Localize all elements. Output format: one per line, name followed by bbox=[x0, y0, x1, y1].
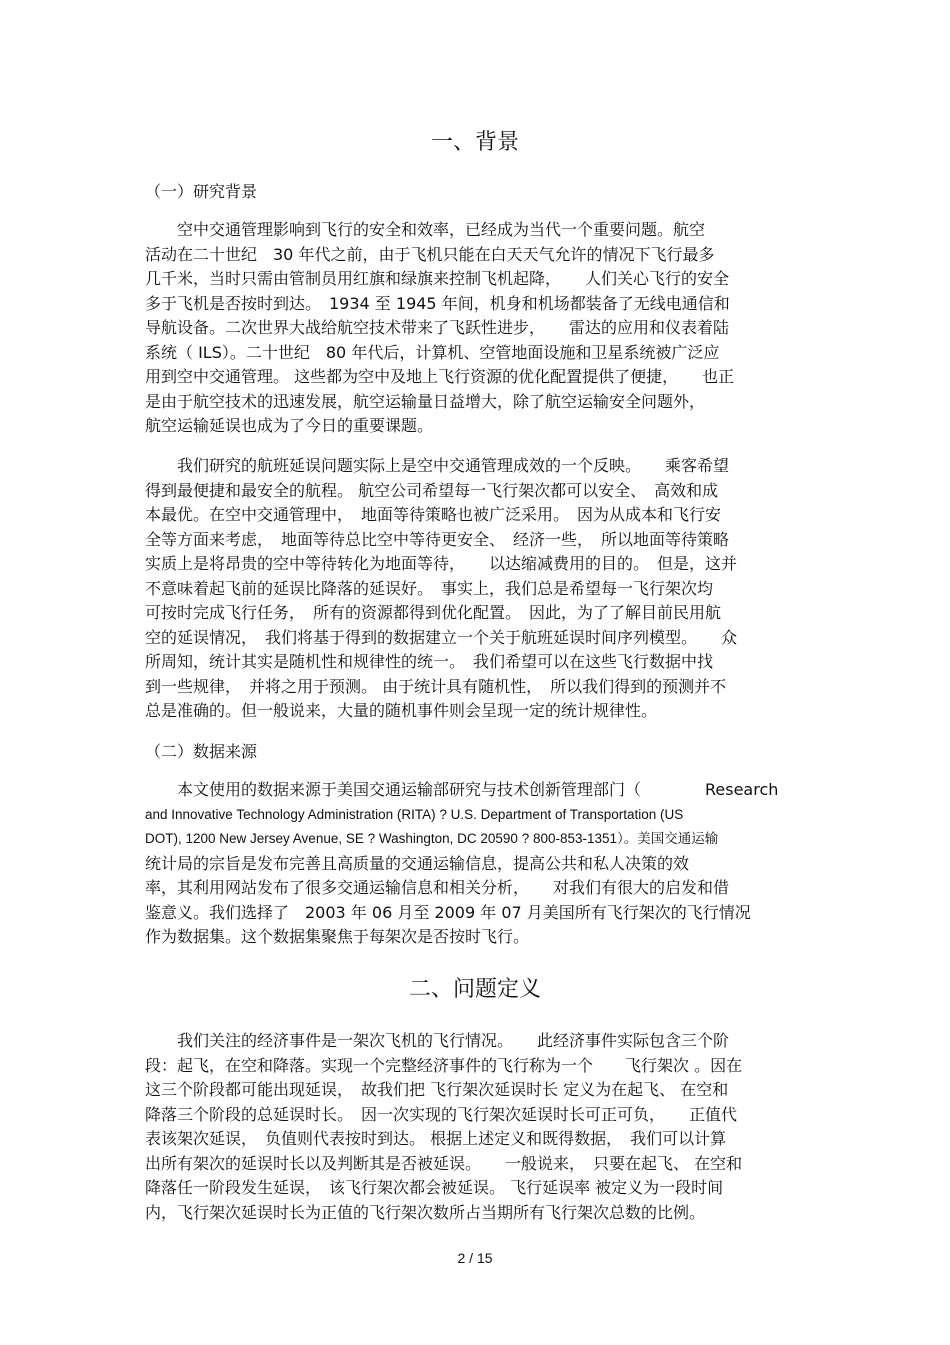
text-line: 我们研究的航班延误问题实际上是空中交通管理成效的一个反映。 乘客希望 bbox=[145, 456, 730, 475]
text-line: 鉴意义。我们选择了 2003 年 06 月至 2009 年 07 月美国所有飞行架次的飞行情况 bbox=[145, 902, 751, 922]
text-line: 段：起飞，在空和降落。实现一个完整经济事件的飞行称为一个 飞行架次 。因在 bbox=[145, 1055, 743, 1075]
text-line: 表该架次延误， 负值则代表按时到达。 根据上述定义和既得数据， 我们可以计算 bbox=[145, 1129, 727, 1148]
text-line: 活动在二十世纪 30 年代之前，由于飞机只能在白天天气允许的情况下飞行最多 bbox=[145, 244, 715, 264]
text-line: 空的延误情况， 我们将基于得到的数据建立一个关于航班延误时间序列模型。 众 bbox=[145, 627, 738, 647]
text-line: 多于飞机是否按时到达。 1934 至 1945 年间，机身和机场都装备了无线电通信和 bbox=[145, 293, 730, 313]
text-line: 内，飞行架次延误时长为正值的飞行架次数所占当期所有飞行架次总数的比例。 bbox=[145, 1202, 706, 1222]
paragraph-problem-definition bbox=[145, 1029, 810, 1225]
text-line: DOT), 1200 New Jersey Avenue, SE ? Washington, DC 20590 ? 800-853-1351）。美国交通运输 bbox=[145, 831, 719, 846]
text-line: and Innovative Technology Administration (RITA) ? U.S. Department of Transportation (US bbox=[145, 806, 684, 822]
section-2-title: 二、问题定义 bbox=[408, 977, 541, 1002]
paragraph-data-source bbox=[145, 778, 810, 950]
text-line: 统计局的宗旨是发布完善且高质量的交通运输信息，提高公共和私人决策的效 bbox=[145, 853, 690, 873]
text-line: 我们关注的经济事件是一架次飞机的飞行情况。 此经济事件实际包含三个阶 bbox=[145, 1031, 730, 1050]
text-line: 出所有架次的延误时长以及判断其是否被延误。 一般说来， 只要在起飞、 在空和 bbox=[145, 1153, 743, 1173]
section-1-title: 一、背景 bbox=[430, 130, 519, 155]
text-line: 全等方面来考虑， 地面等待总比空中等待更安全、 经济一些， 所以地面等待策略 bbox=[145, 529, 730, 549]
paragraph-research-background-2 bbox=[145, 454, 810, 724]
text-line: 本最优。在空中交通管理中， 地面等待策略也被广泛采用。 因为从成本和飞行安 bbox=[145, 505, 722, 524]
text-line: 可按时完成飞行任务， 所有的资源都得到优化配置。 因此，为了了解目前民用航 bbox=[145, 603, 722, 622]
text-line: 空中交通管理影响到飞行的安全和效率，已经成为当代一个重要问题。航空 bbox=[145, 220, 706, 239]
text-line: 是由于航空技术的迅速发展，航空运输量日益增大，除了航空运输安全问题外， bbox=[145, 391, 706, 411]
text-line: 系统（ ILS）。二十世纪 80 年代后，计算机、空管地面设施和卫星系统被广泛应 bbox=[145, 342, 720, 362]
text-line: 降落任一阶段发生延误， 该飞行架次都会被延误。 飞行延误率 被定义为一段时间 bbox=[145, 1178, 724, 1197]
subsection-1-title: （一）研究背景 bbox=[145, 182, 258, 201]
text-line: 作为数据集。这个数据集聚焦于每架次是否按时飞行。 bbox=[145, 927, 530, 946]
text-line: 不意味着起飞前的延误比降落的延误好。 事实上，我们总是希望每一飞行架次均 bbox=[145, 578, 714, 598]
subsection-2-title: （二）数据来源 bbox=[145, 742, 258, 761]
page-number: 2 / 15 bbox=[457, 1250, 493, 1266]
text-line: 降落三个阶段的总延误时长。 因一次实现的飞行架次延误时长可正可负， 正值代 bbox=[145, 1104, 738, 1124]
text-line: 率，其利用网站发布了很多交通运输信息和相关分析， 对我们有很大的启发和借 bbox=[145, 878, 730, 897]
text-line: 到一些规律， 并将之用于预测。 由于统计具有随机性， 所以我们得到的预测并不 bbox=[145, 676, 727, 696]
text-line: 用到空中交通管理。 这些都为空中及地上飞行资源的优化配置提供了便捷， 也正 bbox=[145, 367, 735, 386]
text-line: 实质上是将昂贵的空中等待转化为地面等待， 以达缩减费用的目的。 但是，这并 bbox=[145, 554, 738, 573]
text-line: 本文使用的数据来源于美国交通运输部研究与技术创新管理部门（ Research bbox=[145, 780, 779, 799]
text-line: 这三个阶段都可能出现延误， 故我们把 飞行架次延误时长 定义为在起飞、 在空和 bbox=[145, 1080, 729, 1099]
text-line: 航空运输延误也成为了今日的重要课题。 bbox=[145, 416, 434, 435]
text-line: 导航设备。二次世界大战给航空技术带来了飞跃性进步， 雷达的应用和仪表着陆 bbox=[145, 318, 730, 337]
text-line: 所周知，统计其实是随机性和规律性的统一。 我们希望可以在这些飞行数据中找 bbox=[145, 652, 714, 671]
text-line: 得到最便捷和最安全的航程。 航空公司希望每一飞行架次都可以安全、 高效和成 bbox=[145, 480, 719, 500]
paragraph-research-background-1 bbox=[145, 218, 810, 439]
text-line: 几千米，当时只需由管制员用红旗和绿旗来控制飞机起降， 人们关心飞行的安全 bbox=[145, 269, 730, 288]
text-line: 总是准确的。但一般说来，大量的随机事件则会呈现一定的统计规律性。 bbox=[145, 701, 658, 720]
